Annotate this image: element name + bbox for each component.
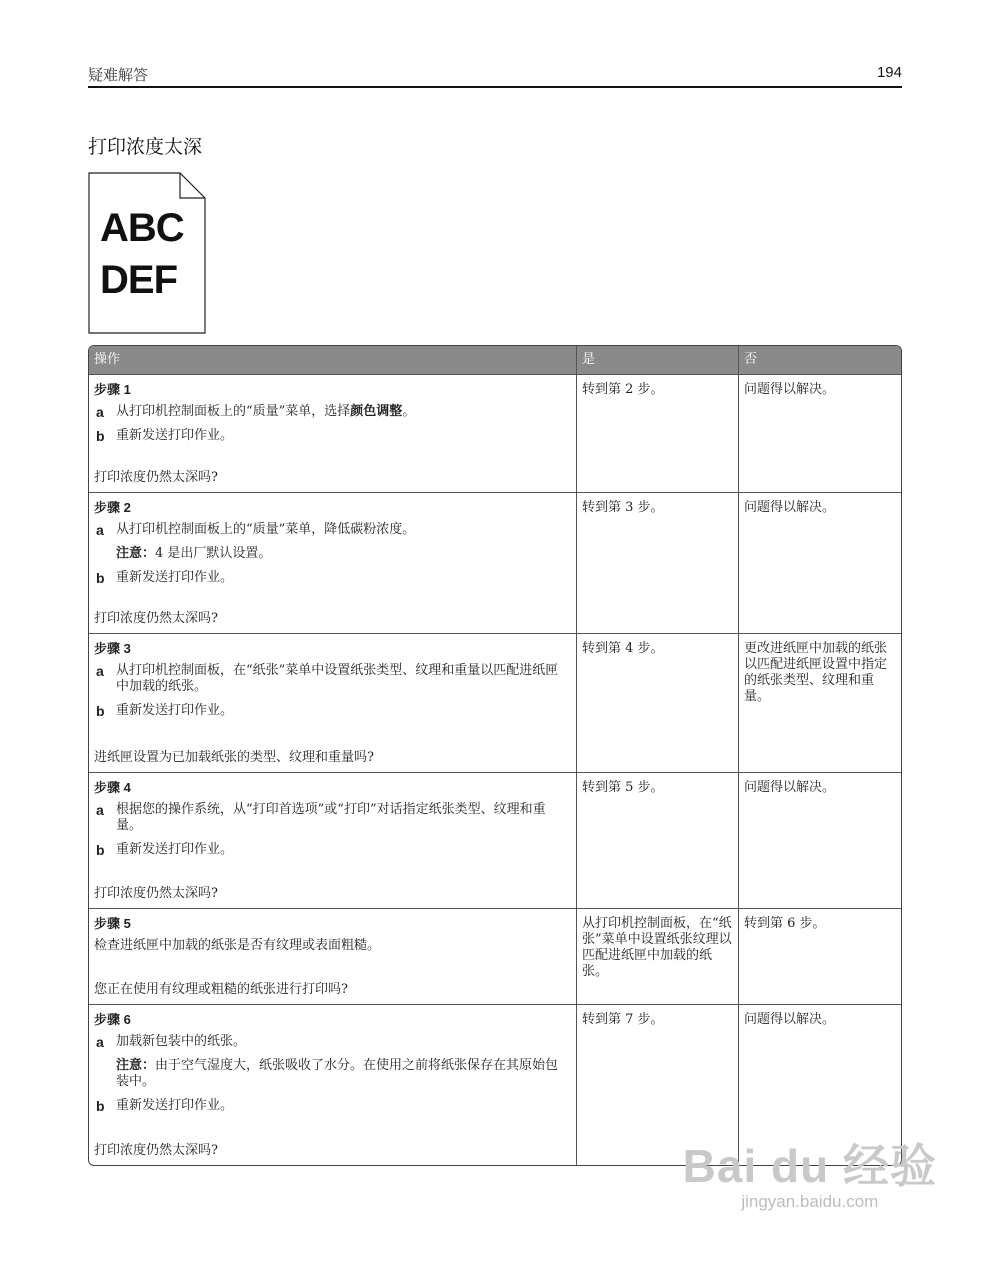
table-row — [89, 908, 901, 1004]
item-marker: b — [96, 428, 105, 444]
note — [94, 1058, 571, 1090]
step-title: 步骤 2 — [94, 500, 131, 515]
item-marker: b — [96, 842, 105, 858]
action-cell — [89, 909, 577, 1004]
note-label: 注意： — [116, 546, 156, 561]
item-text: 从打印机控制面板上的“质量”菜单，降低碳粉浓度。 — [116, 522, 416, 537]
sample-text-line-2: DEF — [100, 258, 177, 302]
list-item — [94, 1098, 571, 1114]
yes-cell: 转到第 2 步。 — [577, 375, 739, 492]
yes-cell: 转到第 5 步。 — [577, 773, 739, 908]
no-cell: 问题得以解决。 — [744, 780, 836, 795]
note-text: 由于空气湿度大，纸张吸收了水分。在使用之前将纸张保存在其原始包装中。 — [116, 1058, 559, 1089]
step-title: 步骤 1 — [94, 382, 131, 397]
table-row — [89, 772, 901, 908]
no-cell: 转到第 6 步。 — [744, 916, 826, 931]
item-text: 重新发送打印作业。 — [116, 570, 234, 585]
no-cell: 问题得以解决。 — [744, 382, 836, 397]
step-question: 进纸匣设置为已加载纸张的类型、纹理和重量吗? — [94, 750, 374, 765]
item-marker: a — [96, 1034, 104, 1050]
table-row — [89, 633, 901, 772]
column-header-action: 操作 — [89, 346, 577, 374]
note-label: 注意： — [116, 1058, 156, 1073]
list-item — [94, 404, 571, 420]
page-title: 打印浓度太深 — [88, 136, 203, 158]
yes-cell: 从打印机控制面板，在“纸张”菜单中设置纸张纹理以匹配进纸匣中加载的纸张。 — [577, 909, 739, 1004]
no-cell: 问题得以解决。 — [744, 500, 836, 515]
column-header-no: 否 — [744, 352, 758, 367]
menu-option-bold: 颜色调整 — [350, 404, 403, 419]
item-text: 重新发送打印作业。 — [116, 842, 234, 857]
list-item — [94, 842, 571, 858]
item-text: 从打印机控制面板上的“质量”菜单，选择 — [116, 404, 351, 419]
item-text: 重新发送打印作业。 — [116, 1098, 234, 1113]
item-text-end: 。 — [402, 404, 416, 419]
sample-text-line-1: ABC — [100, 206, 184, 250]
yes-cell: 转到第 3 步。 — [577, 493, 739, 633]
step-question: 打印浓度仍然太深吗? — [94, 470, 218, 485]
action-cell — [89, 634, 577, 772]
print-sample-illustration — [88, 172, 206, 334]
list-item — [94, 570, 571, 586]
step-title: 步骤 4 — [94, 780, 131, 795]
list-item — [94, 663, 571, 695]
step-question: 您正在使用有纹理或粗糙的纸张进行打印吗? — [94, 982, 348, 997]
action-cell — [89, 375, 577, 492]
document-icon — [88, 172, 206, 334]
item-marker: a — [96, 802, 104, 818]
action-cell — [89, 493, 577, 633]
table-header-row — [89, 346, 901, 374]
item-marker: a — [96, 522, 104, 538]
table-row — [89, 374, 901, 492]
page-number: 194 — [876, 64, 902, 81]
item-text: 重新发送打印作业。 — [116, 703, 234, 718]
item-marker: b — [96, 703, 105, 719]
list-item — [94, 1034, 571, 1050]
item-marker: a — [96, 404, 104, 420]
item-text: 根据您的操作系统，从“打印首选项”或“打印”对话指定纸张类型、纹理和重量。 — [116, 802, 546, 833]
step-body: 检查进纸匣中加载的纸张是否有纹理或表面粗糙。 — [94, 938, 381, 953]
table-row — [89, 492, 901, 633]
list-item — [94, 522, 571, 538]
note-text: 4 是出厂默认设置。 — [155, 546, 272, 561]
action-cell — [89, 1005, 577, 1165]
step-question: 打印浓度仍然太深吗? — [94, 1143, 218, 1158]
troubleshooting-table — [88, 345, 902, 1166]
yes-cell: 转到第 4 步。 — [577, 634, 739, 772]
step-title: 步骤 5 — [94, 916, 131, 931]
baidu-jingyan-watermark — [683, 1130, 937, 1212]
no-cell: 问题得以解决。 — [744, 1012, 836, 1027]
action-cell — [89, 773, 577, 908]
yes-cell: 转到第 7 步。 — [577, 1005, 739, 1165]
item-marker: a — [96, 663, 104, 679]
watermark-url: jingyan.baidu.com — [741, 1192, 879, 1211]
step-question: 打印浓度仍然太深吗? — [94, 886, 218, 901]
item-marker: b — [96, 1098, 105, 1114]
item-text: 加载新包装中的纸张。 — [116, 1034, 247, 1049]
list-item — [94, 703, 571, 719]
list-item — [94, 428, 571, 444]
step-question: 打印浓度仍然太深吗? — [94, 611, 218, 626]
item-marker: b — [96, 570, 105, 586]
column-header-yes: 是 — [577, 346, 739, 374]
watermark-brand: Bai du 经验 — [682, 1140, 937, 1192]
no-cell: 更改进纸匣中加载的纸张以匹配进纸匣设置中指定的纸张类型、纹理和重量。 — [744, 641, 888, 704]
list-item — [94, 802, 571, 834]
item-text: 重新发送打印作业。 — [116, 428, 234, 443]
step-title: 步骤 3 — [94, 641, 131, 656]
page-header — [88, 60, 902, 88]
section-title: 疑难解答 — [88, 66, 149, 84]
item-text: 从打印机控制面板，在“纸张”菜单中设置纸张类型、纹理和重量以匹配进纸匣中加载的纸张。 — [116, 663, 559, 694]
step-title: 步骤 6 — [94, 1012, 131, 1027]
note — [94, 546, 571, 562]
